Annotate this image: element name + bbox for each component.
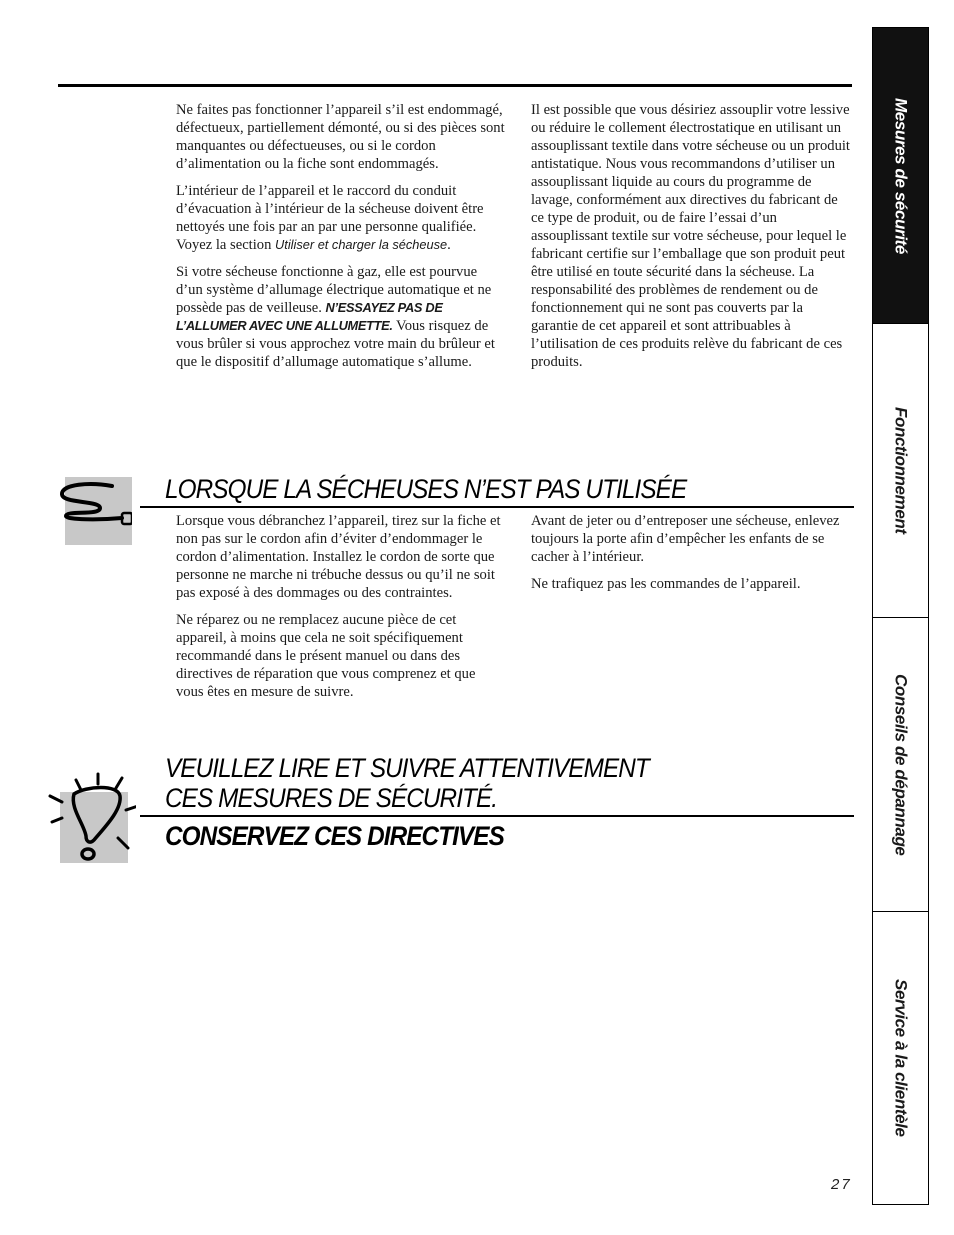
section1-right-column [531,101,853,380]
section2-heading: LORSQUE LA SÉCHEUSES N’EST PAS UTILISÉE [165,474,687,504]
page-number: 27 [831,1176,852,1193]
section3-heading-line1: VEUILLEZ LIRE ET SUIVRE ATTENTIVEMENT [165,753,649,783]
section-reference: Utiliser et charger la sécheuse [275,237,448,252]
tab-fonctionnement[interactable] [873,323,928,617]
section3-rule [140,815,854,817]
section1-left-column [176,101,506,380]
section2-rule [140,506,854,508]
tab-label: Mesures de sécurité [891,97,911,254]
tab-service-a-la-clientele[interactable] [873,911,928,1203]
power-cord-icon [60,476,132,546]
paragraph: Il est possible que vous désiriez assouplir votre lessive ou réduire le collement électrostatique en utilisant un assouplissant textile dans votre sécheuse ou un produit antistatique. Nous vous recommandons d’utiliser un assouplissant liquide au cours du programme de lavage, conformément aux directives du fabricant de ce type de produit, ou de faire l’essai d’un assouplissant textile sur votre sécheuse, pour lequel le fabricant certifie sur l’emballage que son produit peut être utilisé en toute sécurité dans la sécheuse. La responsabilité des problèmes de rendement ou de fonctionnement qui ne sont pas couverts par la garantie de cet appareil et sont attribuables à l’utilisation de ces produits relève du fabricant de ces produits. [531,102,850,370]
section3-heading-line2: CES MESURES DE SÉCURITÉ. [165,783,498,813]
section3-subheading: CONSERVEZ CES DIRECTIVES [165,821,504,851]
section2-right-column [531,512,853,602]
paragraph: L’intérieur de l’appareil et le raccord du conduit d’évacuation à l’intérieur de la sécheuse doivent être nettoyés une fois par an par une personne qualifiée. Voyez la section Utiliser et charger la sécheuse. [176,183,484,253]
paragraph: Ne trafiquez pas les commandes de l’appareil. [531,576,801,592]
tab-mesures-de-securite[interactable] [873,28,928,323]
top-rule [58,84,852,87]
tab-label: Fonctionnement [891,407,911,534]
tab-label: Service à la clientèle [891,978,911,1137]
warning-exclamation-icon [46,772,136,864]
paragraph: Lorsque vous débranchez l’appareil, tirez sur la fiche et non pas sur le cordon afin d’éviter d’endommager le cordon d’alimentation. Installez le cordon de sorte que personne ne marche ni trébuche dessus ou qu’il ne soit pas exposé à des dommages ou des contraintes. [176,513,501,601]
paragraph: Si votre sécheuse fonctionne à gaz, elle est pourvue d’un système d’allumage électrique automatique et ne possède pas de veilleuse. N’ESSAYEZ PAS DE L’ALLUMER AVEC UNE ALLUMETTE. Vous risquez de vous brûler si vous approchez votre main du brûleur et que le dispositif d’allumage automatique s’allume. [176,264,495,370]
tab-conseils-de-depannage[interactable] [873,617,928,911]
tab-label: Conseils de dépannage [891,673,911,856]
paragraph: Ne réparez ou ne remplacez aucune pièce de cet appareil, à moins que cela ne soit spécifiquement recommandé dans le présent manuel ou dans des directives de réparation que vous comprenez et que vous êtes en mesure de suivre. [176,612,476,700]
section2-left-column [176,512,506,710]
paragraph: Ne faites pas fonctionner l’appareil s’il est endommagé, défectueux, partiellement démonté, ou si des pièces sont manquantes ou défectueuses, ou si le cordon d’alimentation ou la fiche sont endommagés. [176,102,505,172]
sidebar-tabs [872,27,929,1205]
paragraph: Avant de jeter ou d’entreposer une sécheuse, enlevez toujours la porte afin d’empêcher les enfants de se cacher à l’intérieur. [531,513,840,565]
warning-text: N’ESSAYEZ PAS DE L’ALLUMER AVEC UNE ALLUMETTE. [176,300,443,333]
